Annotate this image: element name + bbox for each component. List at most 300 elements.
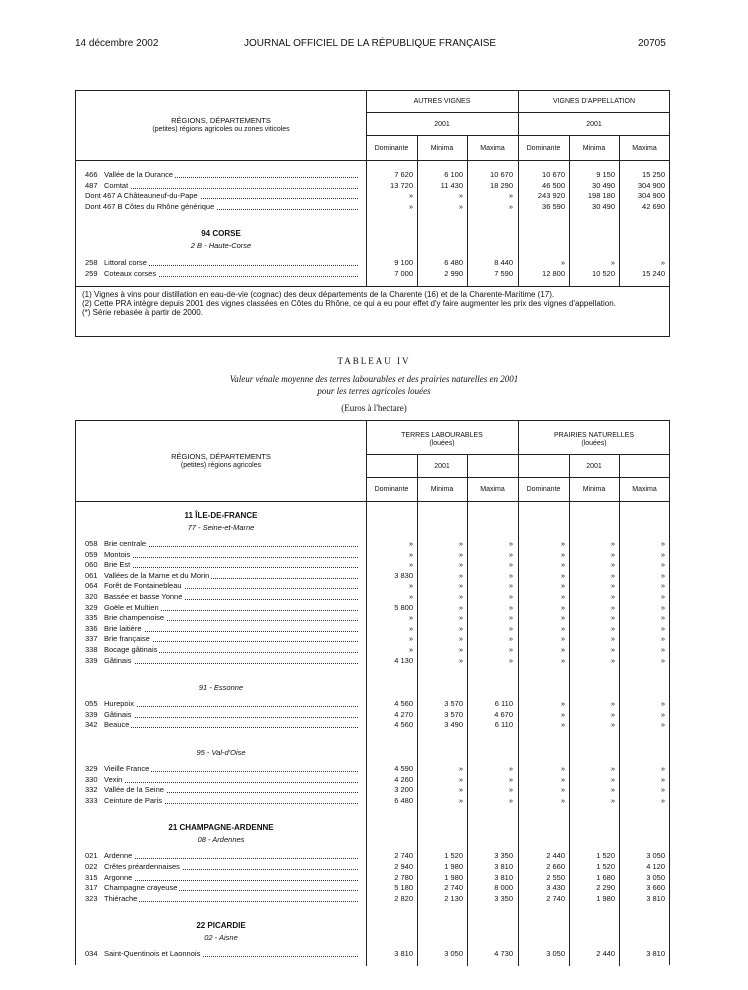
value-cell: 6 100 [444,170,463,179]
value-cell: 2 740 [546,893,565,903]
value-cell: 4 560 [394,720,413,730]
table-row [76,581,670,591]
department-heading: 91 - Essonne [198,683,244,693]
value-cell: 198 180 [587,191,615,200]
value-cell: 6 110 [494,699,513,709]
value-cell: » [560,613,565,623]
value-cell: » [508,613,513,623]
table-row [76,775,670,785]
value-cell: 3 350 [494,851,513,861]
table-row [76,785,670,795]
region-code: 336 [85,623,98,633]
region-code: 259 [85,268,98,278]
value-cell: » [560,699,565,709]
value-cell: » [610,570,615,580]
region-code: 058 [85,539,98,548]
value-cell: » [610,592,615,601]
value-cell: 4 130 [394,655,413,665]
value-cell: » [560,623,565,633]
value-cell: » [560,720,565,730]
region-name: Crêtes préardennaises [104,862,180,871]
value-cell: » [508,602,513,612]
value-cell: 4 730 [494,949,513,959]
region-code: 059 [85,549,98,559]
table-row [76,883,670,893]
value-cell: » [610,623,615,633]
value-cell: 3 810 [494,862,513,871]
value-cell: » [610,655,615,665]
value-cell: » [408,613,413,623]
value-cell: » [508,795,513,805]
table-row [76,645,670,655]
region-name: Gâtinais [104,655,132,665]
value-cell: 8 000 [494,883,513,893]
value-cell: » [660,795,665,805]
value-cell: » [560,645,565,654]
region-name: Comtat [104,180,129,190]
page-date: 14 décembre 2002 [75,38,159,49]
value-cell: » [610,549,615,559]
region-name: Vexin [104,774,123,784]
region-code: 332 [85,785,98,795]
col-dominante: Dominante [374,145,409,152]
value-cell: » [508,623,513,633]
region-code: 466 [85,170,98,179]
value-cell: 15 250 [642,170,665,179]
value-cell: » [560,592,565,601]
value-cell: 7 620 [394,170,413,179]
region-code: 487 [85,180,98,190]
region-code: 329 [85,602,98,612]
value-cell: » [660,549,665,559]
table-row [76,603,670,613]
value-cell: 3 810 [646,949,665,959]
region-code: 021 [85,851,98,861]
value-cell: » [660,560,665,570]
value-cell: » [408,201,413,211]
value-cell: » [560,634,565,644]
value-cell: » [458,645,463,654]
region-name: Vallée de la Durance [104,170,174,179]
value-cell: 3 350 [494,893,513,903]
table-note: (2) Cette PRA intègre depuis 2001 des vignes classées en Côtes du Rhône, ce qui a eu pour effet d'y faire augmenter les prix des vignes d'appellation. [82,299,616,308]
value-cell: » [660,709,665,719]
table-note: (1) Vignes à vins pour distillation en eau-de-vie (cognac) des deux départements de la Charente (16) et de la Charente-Maritime (17). [82,290,555,299]
value-cell: » [508,201,513,211]
region-name: Brie champenoise [104,613,165,623]
value-cell: » [610,258,615,267]
value-cell: 4 590 [394,764,413,773]
value-cell: » [458,655,463,665]
value-cell: » [458,191,463,200]
value-cell: 10 670 [542,170,565,179]
value-cell: 9 100 [394,258,413,267]
value-cell: » [508,634,513,644]
col-minima: Minima [582,145,606,152]
value-cell: 304 900 [637,191,665,200]
table-row [76,191,670,201]
value-cell: » [660,570,665,580]
value-cell: 2 820 [394,893,413,903]
tableau-title-line1: Valeur vénale moyenne des terres labourables et des prairies naturelles en 2001 [229,374,519,384]
value-cell: » [560,581,565,591]
value-cell: 36 590 [542,201,565,211]
value-cell: » [408,549,413,559]
value-cell: 4 260 [394,774,413,784]
value-cell: » [508,774,513,784]
value-cell: » [610,720,615,730]
value-cell: » [560,570,565,580]
value-cell: » [508,560,513,570]
value-cell: 3 200 [394,785,413,795]
table-vignes [75,90,670,337]
table-row [76,202,670,212]
table-notes [82,290,664,317]
value-cell: » [458,634,463,644]
region-code: 333 [85,795,98,805]
value-cell: » [610,699,615,709]
table-row [76,560,670,570]
value-cell: 5 800 [394,602,413,612]
group-prairies-sub: (louées) [581,440,607,447]
value-cell: » [560,560,565,570]
value-cell: » [458,613,463,623]
value-cell: 4 560 [394,699,413,709]
group-vignes-appellation: VIGNES D'APPELLATION [552,98,636,105]
value-cell: » [458,539,463,548]
region-name: Goële et Multien [104,602,159,612]
value-cell: » [508,645,513,654]
region-code: 060 [85,560,98,570]
region-name: Brie française [104,634,150,644]
value-cell: » [508,539,513,548]
region-code: 022 [85,862,98,871]
value-cell: » [560,764,565,773]
value-cell: » [508,655,513,665]
value-cell: » [458,774,463,784]
value-cell: » [508,764,513,773]
value-cell: 2 130 [444,893,463,903]
value-cell: » [610,602,615,612]
value-cell: 7 000 [394,268,413,278]
table-row [76,894,670,904]
page-number: 20705 [638,38,666,49]
value-cell: » [408,645,413,654]
department-heading: 77 - Seine-et-Marne [187,523,255,532]
region-name: Montois [104,549,131,559]
region-name: Ardenne [104,851,133,861]
value-cell: 4 670 [494,709,513,719]
value-cell: » [508,581,513,591]
year-1: 2001 [434,121,450,128]
region-name: Vieille France [104,764,150,773]
value-cell: » [458,623,463,633]
value-cell: 3 570 [444,699,463,709]
value-cell: 46 500 [542,180,565,190]
value-cell: » [508,191,513,200]
value-cell: 1 980 [444,872,463,882]
region-code: 323 [85,893,98,903]
region-header: RÉGIONS, DÉPARTEMENTS [171,116,271,125]
table-row [76,851,670,861]
value-cell: 6 480 [394,795,413,805]
col-minima: Minima [582,486,606,493]
col-minima: Minima [430,486,454,493]
tableau-unit: (Euros à l'hectare) [341,403,407,413]
table-row [76,634,670,644]
value-cell: 3 050 [646,872,665,882]
table-row [76,613,670,623]
group-terres-labourables: TERRES LABOURABLES [401,432,483,439]
value-cell: » [560,655,565,665]
value-cell: » [610,709,615,719]
year-2: 2001 [586,121,602,128]
value-cell: » [660,699,665,709]
col-maxima: Maxima [632,486,657,493]
region-code: 330 [85,774,98,784]
table-body [76,91,670,286]
region-heading: 94 CORSE [201,229,241,238]
value-cell: » [508,549,513,559]
value-cell: 3 490 [444,720,463,730]
value-cell: » [560,258,565,267]
region-name: Vallées de la Marne et du Morin [104,570,210,580]
tableau-title-line2: pour les terres agricoles louées [317,386,431,396]
value-cell: 12 800 [542,268,565,278]
value-cell: 13 720 [390,180,413,190]
year-1: 2001 [434,463,450,470]
value-cell: » [458,795,463,805]
value-cell: » [508,592,513,601]
region-code: 258 [85,258,98,267]
table-row [76,699,670,709]
region-name: Littoral corse [104,258,147,267]
region-name: Dont 467 B Côtes du Rhône générique [85,201,215,211]
region-name: Bassée et basse Yonne [104,592,183,601]
value-cell: 4 270 [394,709,413,719]
value-cell: 4 120 [646,862,665,871]
region-code: 339 [85,655,98,665]
year-2: 2001 [586,463,602,470]
value-cell: 1 520 [596,851,615,861]
value-cell: » [458,549,463,559]
table-row [76,170,670,180]
value-cell: 9 150 [596,170,615,179]
group-prairies-naturelles: PRAIRIES NATURELLES [553,432,634,439]
value-cell: » [458,201,463,211]
value-cell: » [458,560,463,570]
region-name: Brie laitière [104,623,142,633]
value-cell: » [660,655,665,665]
col-maxima: Maxima [480,145,505,152]
table-row [76,720,670,730]
value-cell: » [610,539,615,548]
value-cell: 42 690 [642,201,665,211]
value-cell: » [560,795,565,805]
value-cell: » [560,539,565,548]
value-cell: » [508,570,513,580]
value-cell: » [610,774,615,784]
value-cell: » [560,774,565,784]
region-code: 034 [85,949,98,959]
value-cell: » [660,581,665,591]
region-name: Forêt de Fontainebleau [104,581,182,591]
value-cell: 2 660 [546,862,565,871]
value-cell: » [660,764,665,773]
region-name: Argonne [104,872,133,882]
value-cell: » [458,592,463,601]
region-name: Brie Est [104,560,131,570]
value-cell: » [610,581,615,591]
value-cell: 1 980 [444,862,463,871]
region-name: Ceinture de Paris [104,795,162,805]
department-heading: 02 - Aisne [204,933,238,943]
value-cell: 3 050 [444,949,463,959]
region-code: 339 [85,709,98,719]
value-cell: 30 490 [592,180,615,190]
region-name: Beauce [104,720,130,730]
region-code: 055 [85,699,98,709]
table-row [76,764,670,774]
region-name: Thiérache [104,893,138,903]
value-cell: 2 780 [394,872,413,882]
value-cell: » [660,602,665,612]
value-cell: 1 680 [596,872,615,882]
table-row [76,873,670,883]
col-dominante: Dominante [526,486,561,493]
journal-title: JOURNAL OFFICIEL DE LA RÉPUBLIQUE FRANÇAISE [244,38,497,49]
table-terres-prairies [75,420,670,965]
table-row [76,862,670,872]
region-name: Hurepoix [104,699,135,709]
value-cell: » [458,602,463,612]
table-row [76,539,670,549]
value-cell: » [458,785,463,795]
value-cell: » [408,539,413,548]
value-cell: 15 240 [642,268,665,278]
value-cell: 8 440 [494,258,513,267]
value-cell: » [660,774,665,784]
value-cell: » [458,764,463,773]
value-cell: 3 830 [394,570,413,580]
region-name: Dont 467 A Châteauneuf-du-Pape [85,191,198,200]
region-code: 064 [85,581,98,591]
value-cell: 10 670 [490,170,513,179]
value-cell: » [610,785,615,795]
value-cell: » [610,795,615,805]
col-dominante: Dominante [374,486,409,493]
value-cell: 18 290 [490,180,513,190]
value-cell: 7 590 [494,268,513,278]
value-cell: » [610,764,615,773]
value-cell: 2 440 [596,949,615,959]
col-minima: Minima [430,145,454,152]
value-cell: » [458,570,463,580]
region-header: RÉGIONS, DÉPARTEMENTS [171,452,271,461]
value-cell: » [560,602,565,612]
value-cell: 2 740 [444,883,463,893]
value-cell: » [660,634,665,644]
region-heading: 11 ÎLE-DE-FRANCE [184,511,258,520]
value-cell: 5 180 [394,883,413,893]
group-terres-sub: (louées) [429,440,455,447]
value-cell: » [560,785,565,795]
value-cell: » [610,634,615,644]
value-cell: » [610,560,615,570]
region-code: 337 [85,634,98,644]
region-code: 317 [85,883,98,893]
region-name: Gâtinais [104,709,132,719]
region-code: 342 [85,720,98,730]
value-cell: » [408,581,413,591]
table-row [76,550,670,560]
col-maxima: Maxima [632,145,657,152]
col-maxima: Maxima [480,486,505,493]
value-cell: » [610,645,615,654]
value-cell: 3 660 [646,883,665,893]
table-row [76,949,670,959]
region-code: 061 [85,570,98,580]
region-name: Vallée de la Seine [104,785,164,795]
region-name: Brie centrale [104,539,147,548]
table-row [76,592,670,602]
value-cell: 2 550 [546,872,565,882]
value-cell: 3 430 [546,883,565,893]
value-cell: » [408,191,413,200]
value-cell: 1 520 [444,851,463,861]
region-name: Saint-Quentinois et Laonnois [104,949,201,959]
table-note: (*) Série rebasée à partir de 2000. [82,308,203,317]
value-cell: » [660,258,665,267]
value-cell: 2 940 [394,862,413,871]
value-cell: 11 430 [440,180,463,190]
table-row [76,656,670,666]
department-heading: 08 - Ardennes [197,835,245,845]
value-cell: 3 810 [646,893,665,903]
value-cell: 3 050 [546,949,565,959]
table-body [76,421,670,966]
value-cell: 2 740 [394,851,413,861]
table-row [76,571,670,581]
col-dominante: Dominante [526,145,561,152]
group-autres-vignes: AUTRES VIGNES [413,98,471,105]
value-cell: » [660,785,665,795]
table-row [76,624,670,634]
value-cell: 3 810 [394,949,413,959]
table-row [76,796,670,806]
region-code: 338 [85,645,98,654]
table-row [76,258,670,268]
value-cell: 1 520 [596,862,615,871]
region-name: Champagne crayeuse [104,883,178,893]
value-cell: » [660,613,665,623]
value-cell: » [660,623,665,633]
value-cell: 2 440 [546,851,565,861]
value-cell: » [660,720,665,730]
value-cell: » [508,785,513,795]
value-cell: » [408,634,413,644]
region-name: Coteaux corses [104,268,157,278]
value-cell: » [408,623,413,633]
value-cell: » [660,645,665,654]
department-heading: 95 - Val-d'Oise [196,748,246,757]
table-row [76,181,670,191]
table-row [76,269,670,279]
table-row [76,710,670,720]
value-cell: » [610,613,615,623]
value-cell: 2 990 [444,268,463,278]
value-cell: 3 810 [494,872,513,882]
